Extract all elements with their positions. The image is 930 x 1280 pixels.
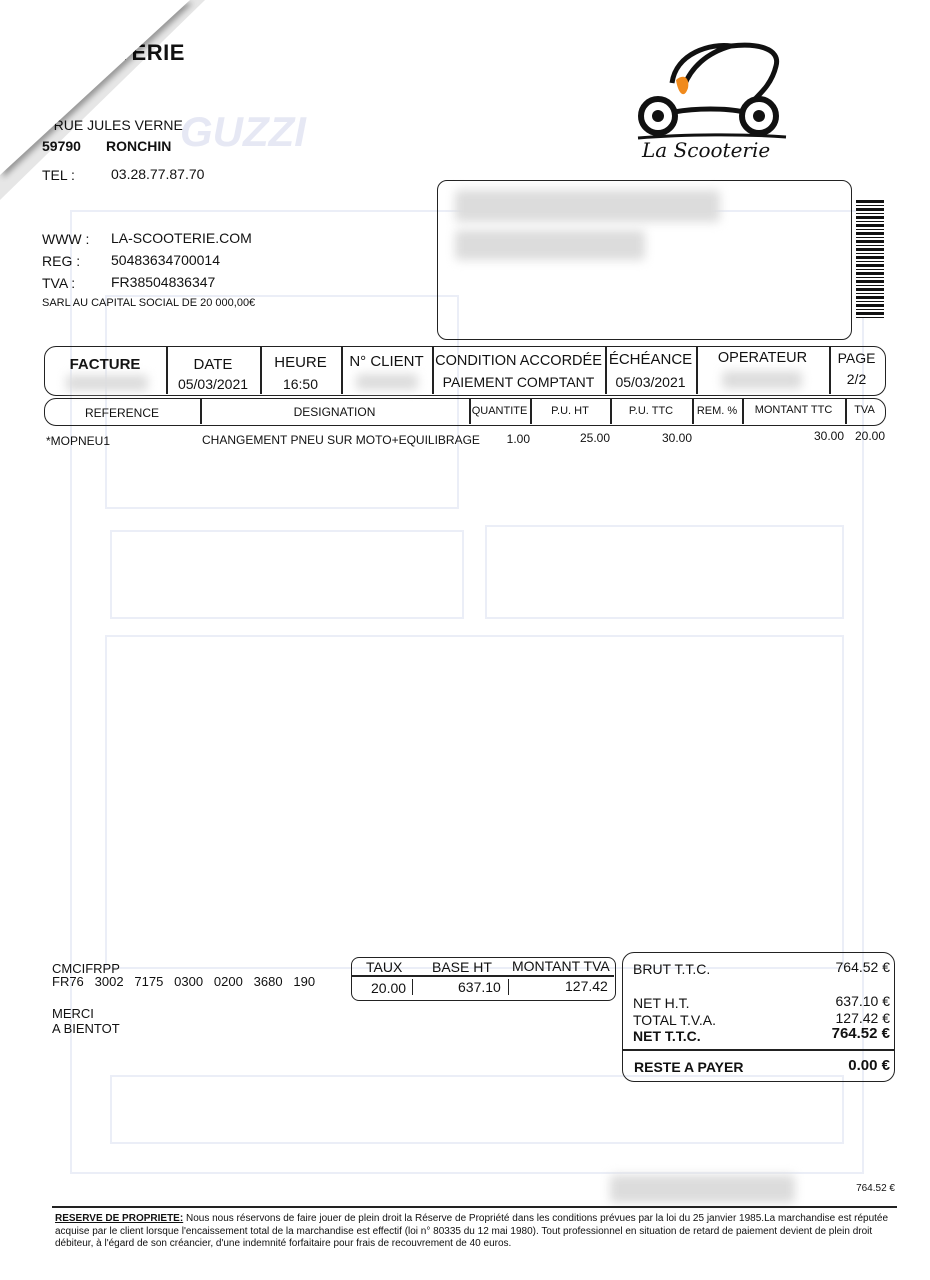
- vat-base-ht: 637.10: [458, 979, 501, 995]
- logo: [636, 38, 796, 168]
- col-rem: REM. %: [696, 405, 738, 417]
- scooter-logo-icon: [636, 38, 796, 143]
- col-reference: REFERENCE: [84, 406, 159, 420]
- client-label: N° CLIENT: [349, 353, 424, 370]
- reserve-de-propriete: [55, 1213, 900, 1251]
- condition-label: CONDITION ACCORDÉE: [435, 353, 602, 369]
- net-ht-value: 637.10 €: [835, 993, 890, 1009]
- heure-value: 16:50: [282, 376, 319, 392]
- col-pu-ht: P.U. HT: [551, 405, 589, 417]
- net-ttc-label: NET T.T.C.: [633, 1028, 701, 1044]
- recipient-address-blurred-2: [455, 230, 645, 260]
- footer-blurred-text: [610, 1175, 795, 1203]
- reg-value: 50483634700014: [111, 252, 221, 268]
- background-ghost-box-5: [105, 635, 844, 969]
- col-pu-ttc: P.U. TTC: [628, 405, 674, 417]
- tel-label: TEL :: [42, 167, 75, 183]
- brand-watermark: GUZZI: [180, 108, 306, 155]
- vat-table-divider: [351, 975, 614, 977]
- closing-bientot: A BIENTOT: [52, 1021, 120, 1036]
- item-quantite: 1.00: [506, 432, 530, 446]
- closing-merci: MERCI: [52, 1006, 94, 1021]
- col-tva: TVA: [854, 404, 875, 416]
- tel-value: 03.28.77.87.70: [111, 166, 205, 182]
- logo-text: La Scooterie: [642, 138, 771, 162]
- vat-col-divider: [508, 979, 509, 995]
- page-label: PAGE: [837, 350, 876, 366]
- page-value: 2/2: [846, 371, 867, 387]
- reste-a-payer-value: 0.00 €: [848, 1057, 890, 1074]
- barcode: [856, 200, 884, 318]
- brut-ttc-label: BRUT T.T.C.: [633, 961, 711, 977]
- reserve-text: Nous nous réservons de faire jouer de plein droit la Réserve de Propriété dans les conditions prévues par la loi du 25 janvier 1985.La marchandise est réputée acquise par le client lorsque l'encaissement total de la marchandise est effectif (loi n° 80335 du 12 mai 1980). Tout professionnel en situation de retard de paiement devient de plein droit débiteur, à l'égard de son créancier, d'une indemnité forfaitaire pour frais de recouvrement de 40 euros.: [55, 1213, 889, 1249]
- net-ht-label: NET H.T.: [633, 995, 690, 1011]
- www-label: WWW :: [42, 231, 90, 247]
- item-tva: 20.00: [854, 429, 885, 443]
- echeance-value: 05/03/2021: [615, 374, 686, 390]
- vat-header-montant-tva: MONTANT TVA: [512, 958, 610, 974]
- capital-social: SARL AU CAPITAL SOCIAL DE 20 000,00€: [42, 297, 256, 309]
- footer-rule: [52, 1206, 897, 1208]
- reste-a-payer-label: RESTE A PAYER: [634, 1059, 744, 1075]
- item-reference: *MOPNEU1: [46, 434, 111, 448]
- background-ghost-box-3: [110, 530, 464, 619]
- company-name: OTERIE: [100, 40, 185, 65]
- heure-label: HEURE: [274, 354, 327, 371]
- item-montant-ttc: 30.00: [813, 429, 844, 443]
- date-value: 05/03/2021: [177, 376, 249, 392]
- bank-iban: FR76 3002 7175 0300 0200 3680 190: [52, 974, 316, 989]
- net-ttc-value: 764.52 €: [831, 1025, 890, 1042]
- company-address: 1 RUE JULES VERNE: [42, 117, 183, 133]
- operateur-blurred: [722, 371, 802, 389]
- echeance-label: ÉCHÉANCE: [608, 351, 693, 368]
- company-city: RONCHIN: [106, 138, 172, 154]
- tva-label: TVA :: [42, 275, 76, 291]
- col-montant-ttc: MONTANT TTC: [754, 404, 833, 416]
- item-pu-ht: 25.00: [579, 431, 610, 445]
- item-pu-ttc: 30.00: [661, 431, 692, 445]
- company-postcode: 59790: [42, 138, 81, 154]
- client-number-blurred: [356, 374, 418, 390]
- vat-col-divider: [412, 979, 413, 995]
- reserve-label: RESERVE DE PROPRIETE:: [55, 1213, 184, 1224]
- background-ghost-box-6: [110, 1075, 844, 1144]
- facture-number-blurred: [66, 375, 148, 391]
- totals-divider: [622, 1049, 894, 1051]
- vat-header-taux: TAUX: [366, 959, 403, 975]
- brut-ttc-value: 764.52 €: [835, 959, 890, 975]
- background-ghost-box-4: [485, 525, 844, 619]
- reg-label: REG :: [42, 253, 81, 269]
- bank-bic: CMCIFRPP: [52, 961, 120, 976]
- col-quantite: QUANTITE: [471, 405, 528, 417]
- tva-value: FR38504836347: [111, 274, 216, 290]
- col-designation: DESIGNATION: [293, 405, 376, 419]
- folded-corner: [0, 0, 190, 175]
- operateur-label: OPERATEUR: [717, 350, 808, 366]
- vat-montant-tva: 127.42: [565, 978, 608, 994]
- www-value: LA-SCOOTERIE.COM: [111, 230, 252, 246]
- vat-taux: 20.00: [371, 980, 407, 996]
- facture-label: FACTURE: [69, 356, 141, 373]
- item-designation: CHANGEMENT PNEU SUR MOTO+EQUILIBRAGE: [202, 433, 480, 447]
- total-tva-label: TOTAL T.V.A.: [633, 1012, 717, 1028]
- total-tva-value: 127.42 €: [835, 1010, 890, 1026]
- vat-header-base-ht: BASE HT: [432, 959, 492, 975]
- condition-value: PAIEMENT COMPTANT: [442, 374, 595, 390]
- footer-amount: 764.52 €: [856, 1183, 895, 1194]
- recipient-address-blurred-1: [455, 190, 720, 222]
- date-label: DATE: [193, 356, 233, 373]
